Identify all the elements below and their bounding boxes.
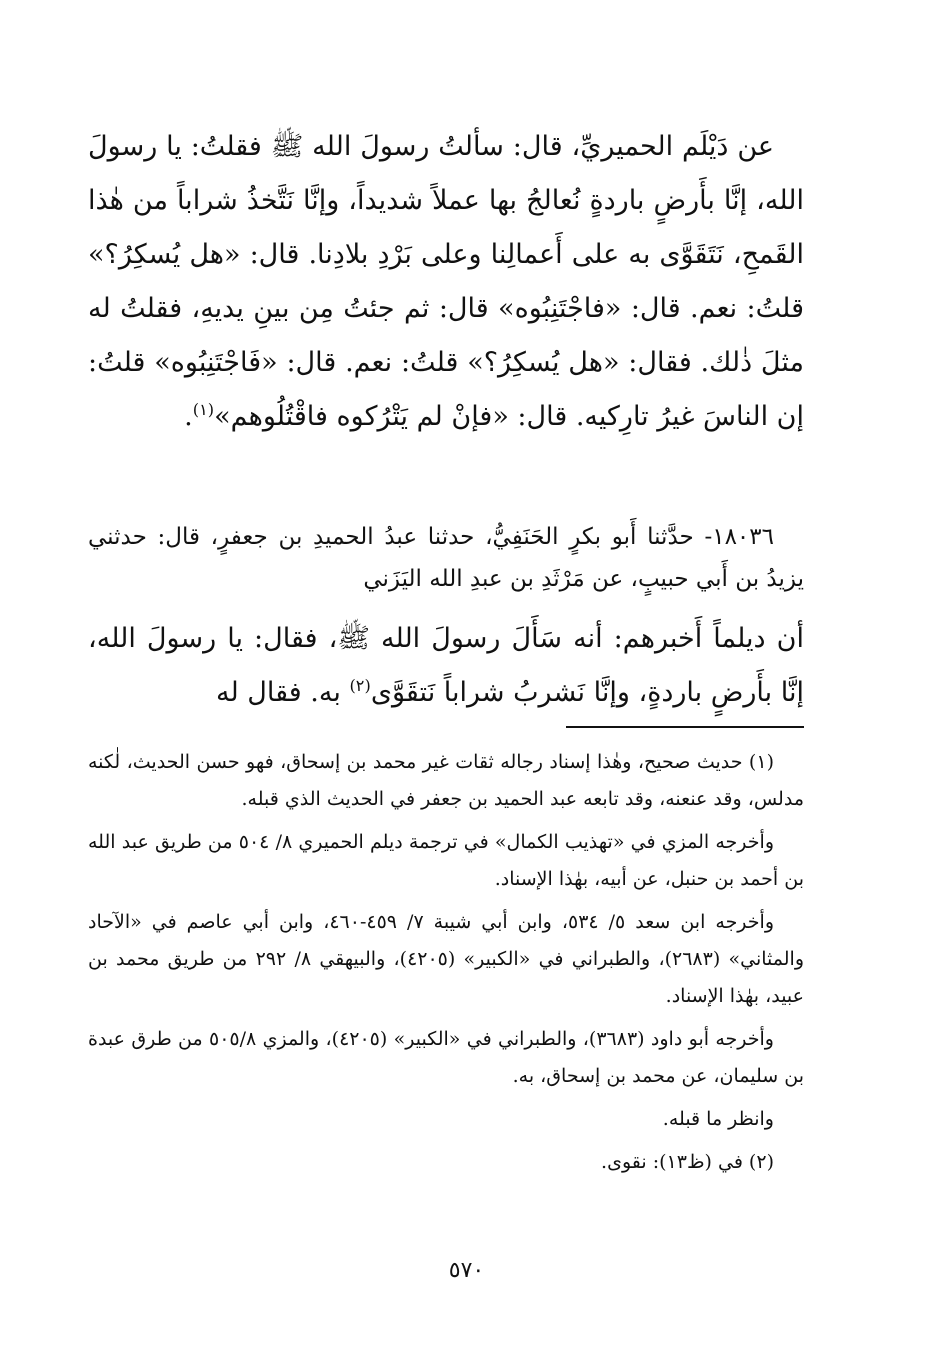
footnote-1-takhrij-abu-dawud: وأخرجه أبو داود (٣٦٨٣)، والطبراني في «الكبير» (٤٢٠٥)، والمزي ٥٠٥/٨ من طرق عبدة بن سليمان، عن محمد بن إسحاق، به. [88,1028,804,1087]
hadith-matn-end: به. فقال له [216,677,350,708]
hadith-matn [88,612,804,720]
main-paragraph-text: عن دَيْلَم الحميريِّ، قال: سألتُ رسولَ الله ﷺ فقلتُ: يا رسولَ الله، إنَّا بأَرضٍ باردةٍ نُعالجُ بها عملاً شديداً، وإنَّا نَتَّخذُ شراباً من هٰذا القَمحِ، نَتَقَوَّى به على أَعمالِنا وعلى بَرْدِ بلادِنا. قال: «هل يُسكِرُ؟» قلتُ: نعم. قال: «فاجْتَنِبُوه» قال: ثم جئتُ مِن بينِ يديهِ، فقلتُ له مثلَ ذٰلك. فقال: «هل يُسكِرُ؟» قلتُ: نعم. قال: «فَاجْتَنِبُوه» قلتُ: إن الناسَ غيرُ تارِكيه. قال: «فإنْ لم يَتْرُكوه فاقْتُلُوهم» [88,131,804,432]
footnotes-section [88,744,804,1187]
footnote-ref-2[interactable]: (٢) [349,676,371,695]
footnote-2: (٢) في (ظ١٣): نقوى. [601,1151,774,1173]
hadith-isnad: ١٨٠٣٦- حدَّثنا أَبو بكرٍ الحَنَفِيُّ، حدثنا عبدُ الحميدِ بن جعفرٍ، قال: حدثني يزيدُ بن أَبي حبيبٍ، عن مَرْثَدِ بن عبدِ الله اليَزَني [88,524,804,592]
footnote-1-see-previous: وانظر ما قبله. [662,1108,774,1130]
page-number: ٥٧٠ [448,1258,485,1283]
footnote-1: (١) حديث صحيح، وهٰذا إسناد رجاله ثقات غير محمد بن إسحاق، فهو حسن الحديث، لٰكنه مدلس، وقد عنعنه، وقد تابعه عبد الحميد بن جعفر في الحديث الذي قبله. [88,751,804,810]
footnote-divider [566,726,804,728]
main-paragraph [88,120,804,444]
footnote-1-takhrij-mizzi: وأخرجه المزي في «تهذيب الكمال» في ترجمة ديلم الحميري ٨/ ٥٠٤ من طريق عبد الله بن أحمد بن حنبل، عن أبيه، بهٰذا الإسناد. [88,831,804,890]
footnote-ref-1[interactable]: (١) [192,400,215,419]
main-paragraph-end: . [184,401,193,432]
hadith-matn-start: أن ديلماً أَخبرهم: أنه سَأَلَ رسولَ الله ﷺ، فقال: يا رسولَ الله، إنَّا بأَرضٍ باردةٍ، وإنَّا نَشربُ شراباً نَتقَوَّى [88,623,804,708]
footnote-1-takhrij-ibn-saad: وأخرجه ابن سعد ٥/ ٥٣٤، وابن أبي شيبة ٧/ ٤٥٩-٤٦٠، وابن أبي عاصم في «الآحاد والمثاني» (٢٦٨٣)، والطبراني في «الكبير» (٤٢٠٥)، والبيهقي ٨/ ٢٩٢ من طريق محمد بن عبيد، بهٰذا الإسناد. [88,911,804,1007]
